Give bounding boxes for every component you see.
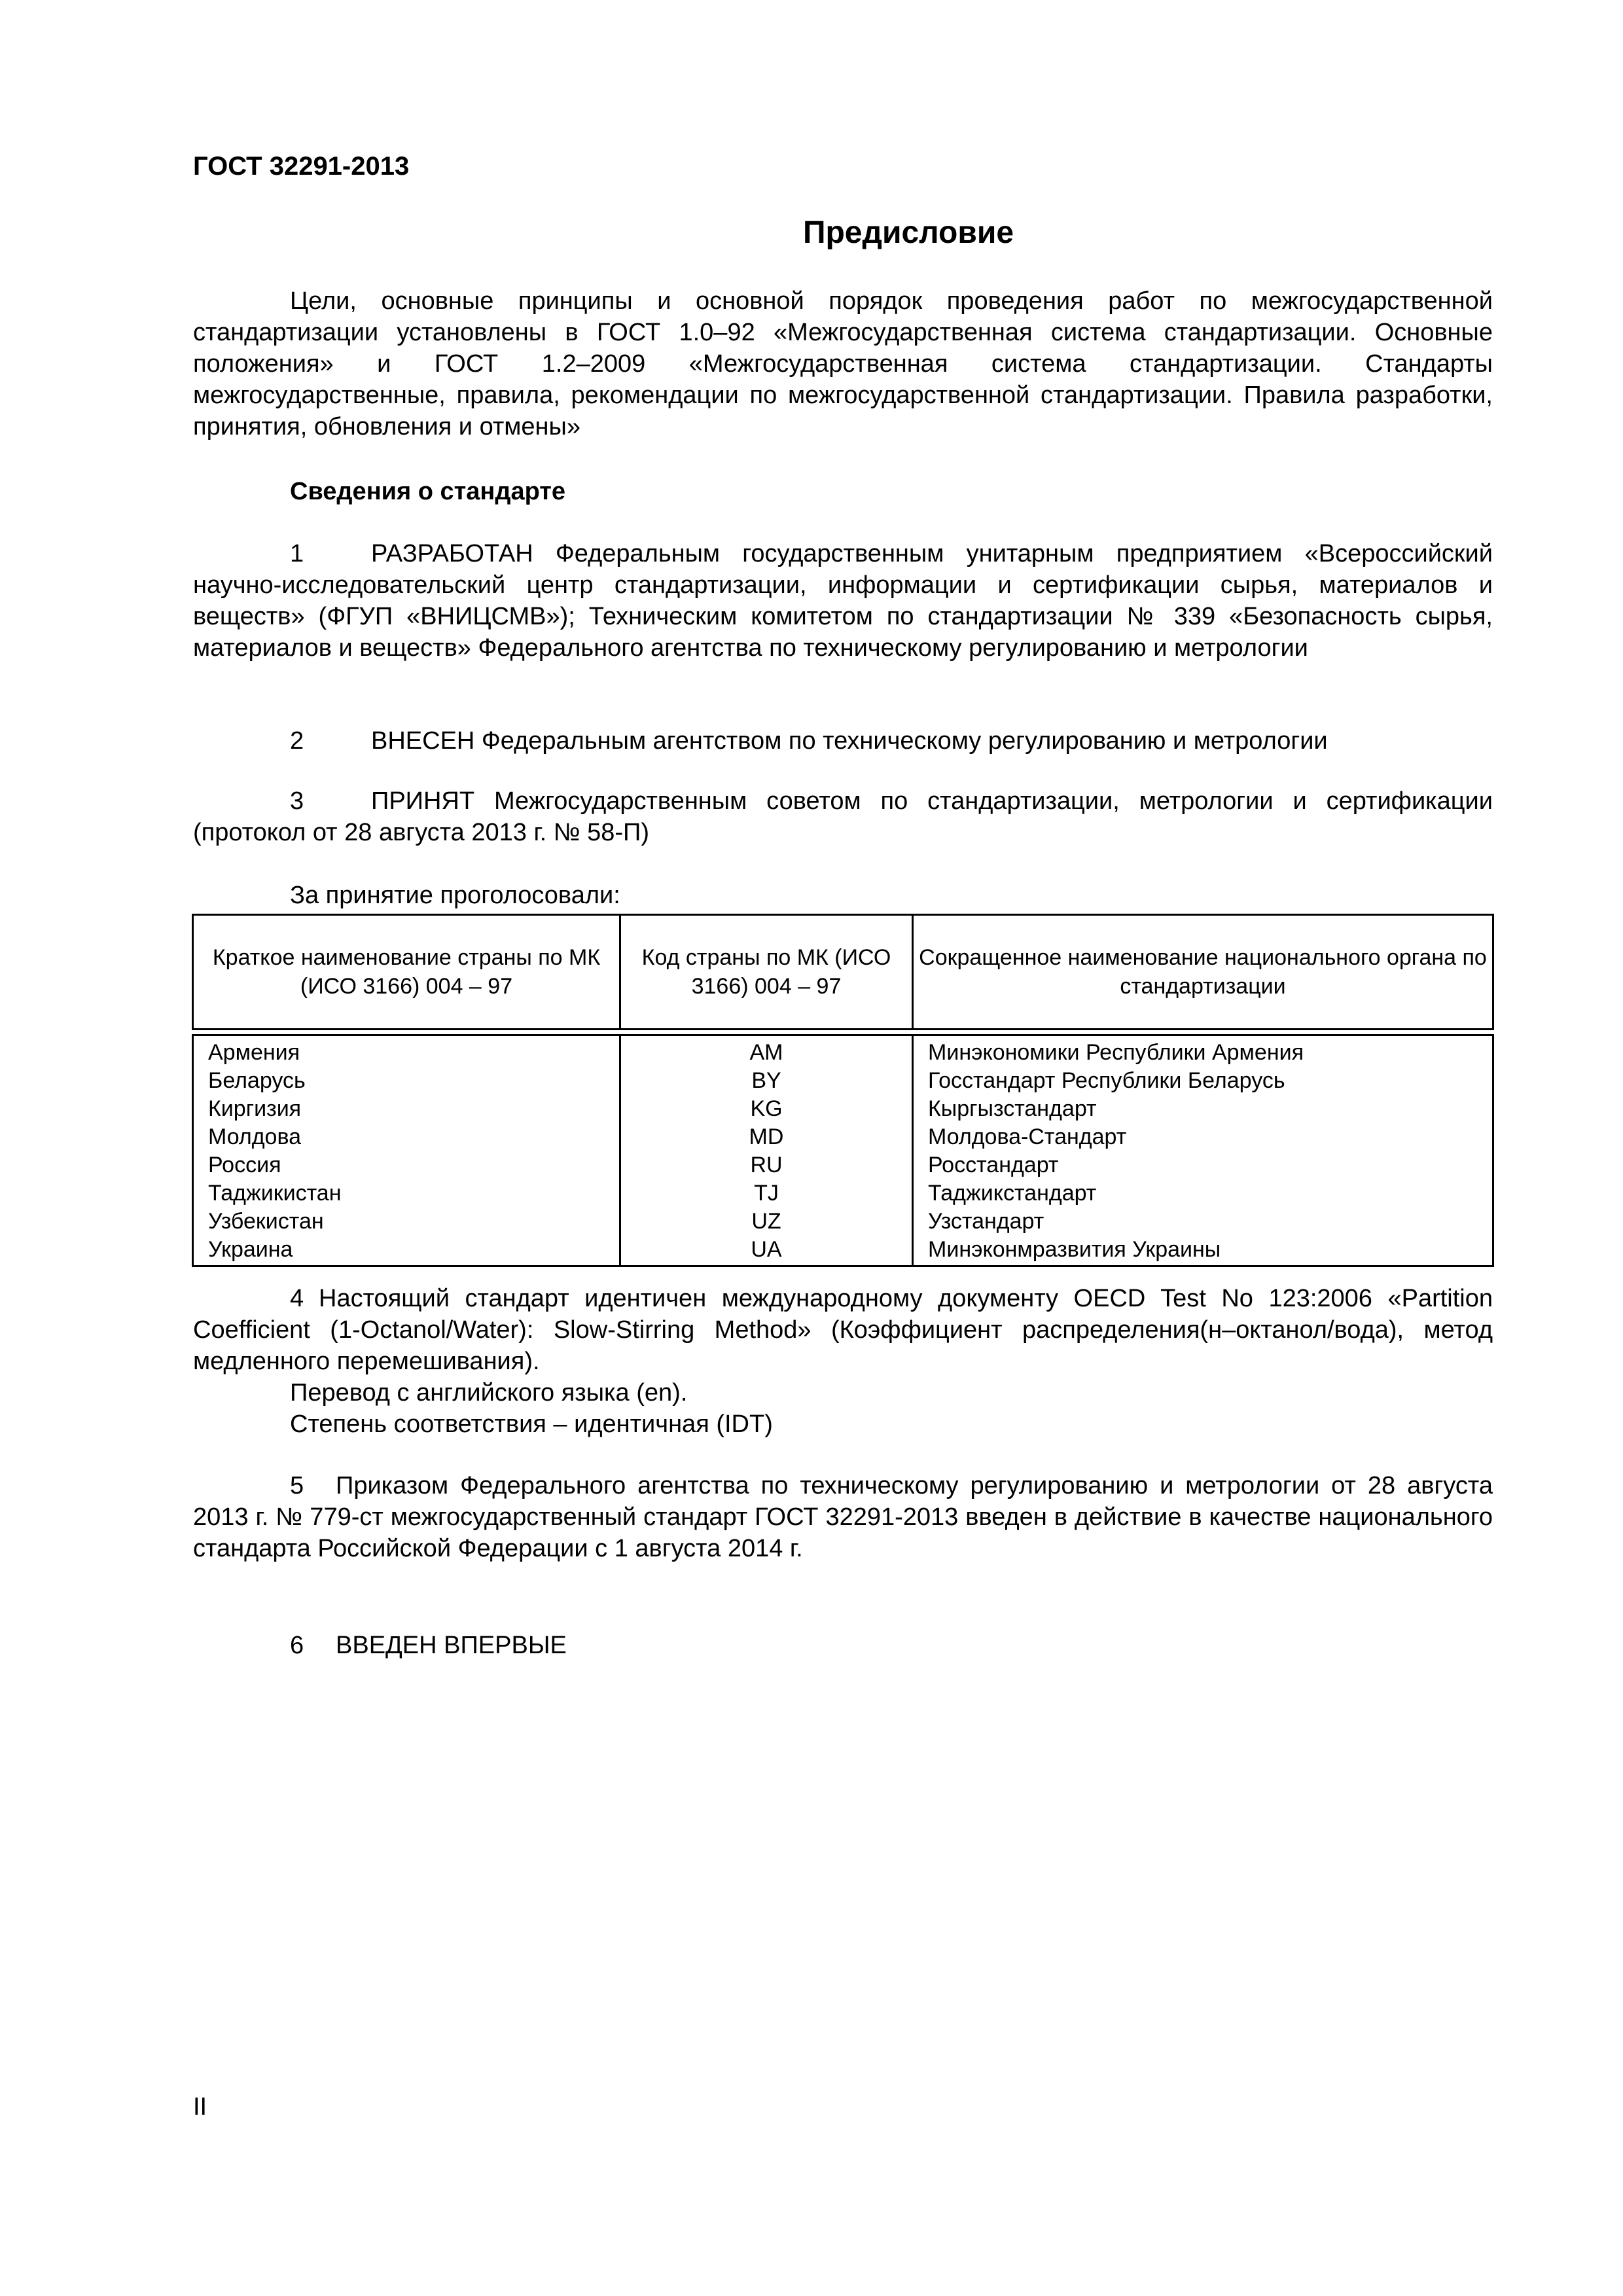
country-code: AM — [620, 1035, 913, 1067]
conformity-note: Степень соответствия – идентичная (IDT) — [290, 1410, 773, 1438]
voting-table — [192, 914, 1494, 1267]
standards-body: Минэкономики Республики Армения — [913, 1035, 1493, 1067]
standards-body: Госстандарт Республики Беларусь — [913, 1067, 1493, 1095]
page-number: II — [193, 2093, 207, 2121]
item-2 — [193, 725, 1493, 757]
table-row — [193, 1179, 1493, 1208]
item-5-number: 5 — [290, 1472, 304, 1499]
header-standards-body: Сокращенное наименование национального органа по стандартизации — [913, 915, 1493, 1030]
standards-body: Узстандарт — [913, 1208, 1493, 1236]
standards-body: Молдова-Стандарт — [913, 1123, 1493, 1151]
item-2-text: ВНЕСЕН Федеральным агентством по техническому регулированию и метрологии — [371, 727, 1328, 755]
country-name: Россия — [193, 1151, 620, 1179]
standards-body: Минэконмразвития Украины — [913, 1236, 1493, 1266]
table-row — [193, 1236, 1493, 1266]
country-code: KG — [620, 1095, 913, 1123]
item-2-number: 2 — [290, 727, 304, 755]
table-row — [193, 1151, 1493, 1179]
item-4-number: 4 — [290, 1285, 304, 1312]
country-name: Узбекистан — [193, 1208, 620, 1236]
intro-paragraph: Цели, основные принципы и основной порядок проведения работ по межгосударственной стандартизации установлены в ГОСТ 1.0–92 «Межгосударственная система стандартизации. Основные положения» и ГОСТ 1.2–2009 «Межгосударственная система стандартизации. Стандарты межгосударственные, правила, рекомендации по межгосударственной стандартизации. Правила разработки, принятия, обновления и отмены» — [193, 287, 1493, 440]
country-name: Беларусь — [193, 1067, 620, 1095]
item-6 — [290, 1630, 567, 1661]
table-gap — [193, 1030, 1493, 1035]
country-code: RU — [620, 1151, 913, 1179]
table-row — [193, 1123, 1493, 1151]
item-3 — [193, 785, 1493, 848]
country-code: UA — [620, 1236, 913, 1266]
country-code: TJ — [620, 1179, 913, 1208]
standards-body: Росстандарт — [913, 1151, 1493, 1179]
item-3-text: ПРИНЯТ Межгосударственным советом по стандартизации, метрологии и сертификации (протокол от 28 августа 2013 г. № 58-П) — [193, 787, 1493, 846]
country-name: Таджикистан — [193, 1179, 620, 1208]
translation-note: Перевод с английского языка (en). — [290, 1379, 688, 1407]
standard-info-heading: Сведения о стандарте — [290, 478, 566, 505]
country-name: Украина — [193, 1236, 620, 1266]
item-6-number: 6 — [290, 1632, 304, 1659]
header-country-code: Код страны по МК (ИСО 3166) 004 – 97 — [620, 915, 913, 1030]
item-5 — [193, 1470, 1493, 1564]
country-name: Армения — [193, 1035, 620, 1067]
table-row — [193, 1208, 1493, 1236]
standards-body: Таджикстандарт — [913, 1179, 1493, 1208]
table-row — [193, 1067, 1493, 1095]
country-code: UZ — [620, 1208, 913, 1236]
country-name: Киргизия — [193, 1095, 620, 1123]
table-row — [193, 1095, 1493, 1123]
item-4 — [193, 1283, 1493, 1377]
table-header-row — [193, 915, 1493, 1030]
vote-label: За принятие проголосовали: — [290, 882, 620, 909]
item-6-text: ВВЕДЕН ВПЕРВЫЕ — [336, 1632, 567, 1659]
item-4-text: Настоящий стандарт идентичен международному документу OECD Test No 123:2006 «Partition Coefficient (1-Octanol/Water): Slow-Stirring Method» (Коэффициент распределения(н–октанол/вода), метод медленного перемешивания). — [193, 1285, 1493, 1375]
item-1 — [193, 538, 1493, 664]
country-code: MD — [620, 1123, 913, 1151]
document-code: ГОСТ 32291-2013 — [193, 152, 410, 181]
header-country-name: Краткое наименование страны по МК (ИСО 3166) 004 – 97 — [193, 915, 620, 1030]
item-1-text: РАЗРАБОТАН Федеральным государственным унитарным предприятием «Всероссийский научно-исследовательский центр стандартизации, информации и сертификации сырья, материалов и веществ» (ФГУП «ВНИЦСМВ»); Техническим комитетом по стандартизации № 339 «Безопасность сырья, материалов и веществ» Федерального агентства по техническому регулированию и метрологии — [193, 540, 1493, 662]
item-1-number: 1 — [290, 540, 304, 567]
item-5-text: Приказом Федерального агентства по техническому регулированию и метрологии от 28 августа 2013 г. № 779-ст межгосударственный стандарт ГОСТ 32291-2013 введен в действие в качестве национального стандарта Российской Федерации с 1 августа 2014 г. — [193, 1472, 1493, 1562]
country-code: BY — [620, 1067, 913, 1095]
page-title: Предисловие — [802, 215, 1014, 250]
item-3-number: 3 — [290, 787, 304, 815]
standards-body: Кыргызстандарт — [913, 1095, 1493, 1123]
table-row — [193, 1035, 1493, 1067]
country-name: Молдова — [193, 1123, 620, 1151]
